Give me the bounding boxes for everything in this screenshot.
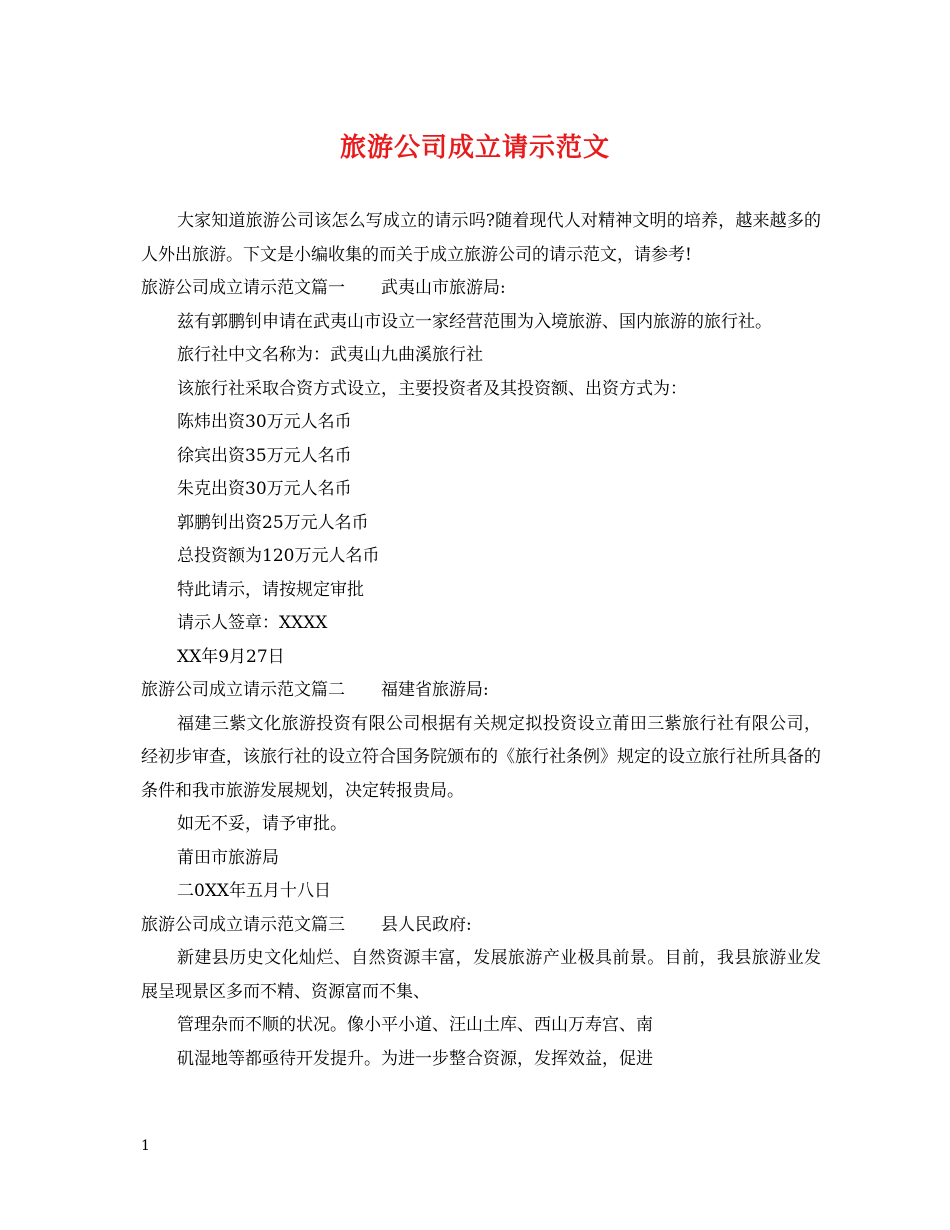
section1-line: 兹有郭鹏钊申请在武夷山市设立一家经营范围为入境旅游、国内旅游的旅行社。 [177,311,772,332]
section1-recipient: 武夷山市旅游局: [381,278,506,298]
section1-heading-line [141,272,821,306]
intro-paragraph: 大家知道旅游公司该怎么写成立的请示吗?随着现代人对精神文明的培养，越来越多的人外出旅游。下文是小编收集的而关于成立旅游公司的请示范文，请参考! [141,211,821,265]
section2-heading-line [141,674,821,708]
section3-heading-line [141,909,821,943]
section2-paragraph: 福建三紫文化旅游投资有限公司根据有关规定拟投资设立莆田三紫旅行社有限公司，经初步审查，该旅行社的设立符合国务院颁布的《旅行社条例》规定的设立旅行社所具备的条件和我市旅游发展规划，决定转报贵局。 [141,713,821,801]
section2-line: 莆田市旅游局 [177,847,279,868]
section1-line: 陈炜出资30万元人名币 [177,412,352,432]
section1-line: 徐宾出资35万元人名币 [177,445,352,466]
section1-line: 特此请示，请按规定审批 [177,579,364,600]
section1-line: 旅行社中文名称为：武夷山九曲溪旅行社 [177,345,483,365]
section1-line: 总投资额为120万元人名币 [177,546,380,566]
section3-paragraph: 新建县历史文化灿烂、自然资源丰富，发展旅游产业极具前景。目前，我县旅游业发展呈现景区多而不精、资源富而不集、 [141,948,821,1002]
section2-recipient: 福建省旅游局: [381,680,489,700]
document-title: 旅游公司成立请示范文 [339,133,610,163]
section1-heading: 旅游公司成立请示范文篇一 [141,278,345,298]
section3-recipient: 县人民政府: [381,914,472,935]
section3-line: 矶湿地等都亟待开发提升。为进一步整合资源，发挥效益，促进 [177,1048,653,1069]
section3-heading: 旅游公司成立请示范文篇三 [141,914,345,935]
document-body [141,205,821,1076]
section1-line: 该旅行社采取合资方式设立，主要投资者及其投资额、出资方式为： [177,378,687,399]
section2-heading: 旅游公司成立请示范文篇二 [141,680,345,700]
section2-line: 二0XX年五月十八日 [177,881,332,901]
section1-line: XX年9月27日 [177,646,285,667]
section1-line: 朱克出资30万元人名币 [177,479,352,499]
section3-line: 管理杂而不顺的状况。像小平小道、汪山土库、西山万寿宫、南 [177,1015,653,1035]
section2-line: 如无不妥，请予审批。 [177,814,347,834]
section1-line: 请示人签章：XXXX [177,613,328,633]
section1-line: 郭鹏钊出资25万元人名币 [177,512,369,533]
page-number: 1 [141,1138,150,1154]
